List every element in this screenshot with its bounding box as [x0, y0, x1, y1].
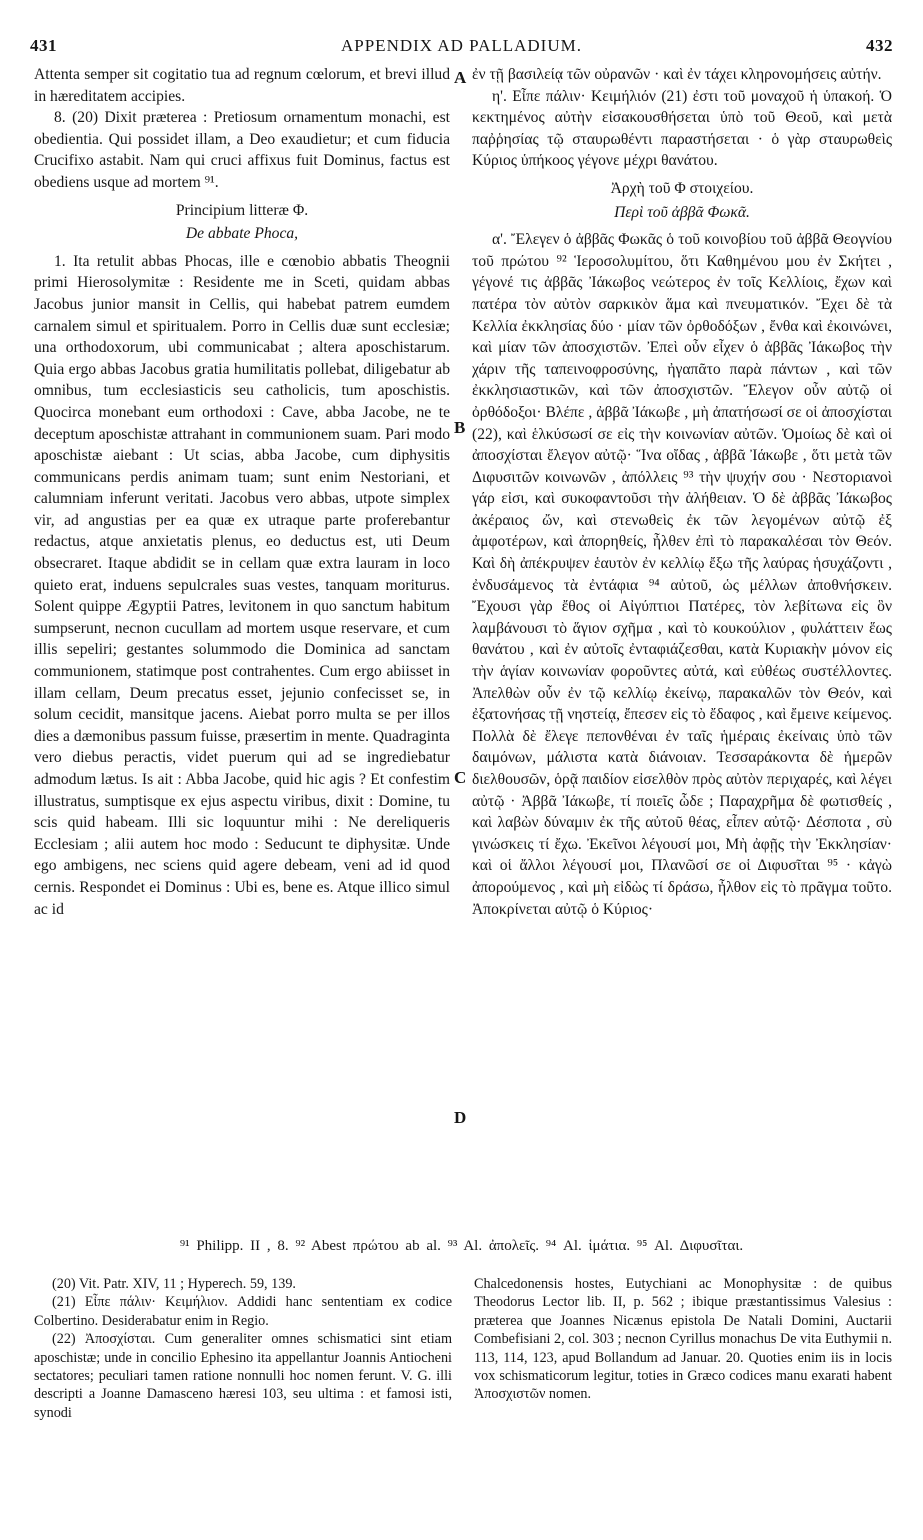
notes-left-column — [34, 1275, 452, 1422]
latin-paragraph-3: 1. Ita retulit abbas Phocas, ille e cœnobio abbatis Theognii primi Hierosolymitæ : Residente me in Sceti, quidam abbas Jacobus junior mansit in Cellis, qui habebat patrem eumdem carnalem simul et spiritualem. Porro in Cellis duæ sunt ecclesiæ; una orthodoxorum, ubi communicabat ; altera aposchistarum. Quia ergo abbas Jacobus gratia humilitatis pollebat, diligebatur ab omnibus, tum ecclesiasticis seu catholicis, tum aposchistis. Quocirca monebant eum orthodoxi : Cave, abba Jacobe, ne te deceptum aposchistæ attrahant in communionem suam. Pari modo aposchistæ aiebant : Ut scias, abba Jacobe, cum diphysitis communicans perdis animam tuam; sunt enim Nestoriani, et calumniam inferunt veritati. Jacobus vero abbas, utpote simplex vir, ad angustias per ea quæ ex utraque parte proferebantur redactus, atque anxietatis plenus, eo deductus est, uti Deum obsecraret. Itaque abdidit se in cellam quæ extra lauram in loco quieto erat, induens sepulcrales suas vestes, tanquam moriturus. Solent quippe Ægyptii Patres, levitonem in quo sanctum habitum sumpserunt, necnon cucullam ad mortem usque reservare, et cum illis sepeliri; gestantes solummodo die Dominica ad sanctam communionem, statimque post contrahentes. Cum ergo abiisset in illam cellam, Deum precatus esset, jejunio confecisset se, in solum cecidit, mansitque jacens. Aiebat porro multa se per illos dies a dæmonibus passum fuisse, præsertim in mente. Quadraginta vero diebus peractis, videt puerum qui ad se ingrediebatur admodum lætus. Is ait : Abba Jacobe, quid hic agis ? Et confestim illustratus, sumptisque ex ejus aspectu viribus, dixit : Domine, tu scis quid habeam. Illi sic loquuntur mihi : Ne dereliqueris Ecclesiam ; alii autem hoc modo : Seducunt te diphysitæ. Unde ego ambigens, nec sciens quid agere debeam, veni ad id quod cernis. Respondet ei Dominus : Ubi es, bene es. Atque illico simul ac id — [34, 252, 450, 918]
margin-marker-a: A — [454, 68, 467, 87]
page-number-left: 431 — [30, 36, 57, 55]
latin-subheading: De abbate Phoca, — [185, 225, 299, 243]
greek-subheading: Περὶ τοῦ ἀββᾶ Φωκᾶ. — [614, 203, 750, 221]
latin-paragraph-2: 8. (20) Dixit præterea : Pretiosum ornamentum monachi, est obedientia. Qui possidet illam, a Deo exaudietur; et cum fiducia Crucifixo astabit. Nam qui cruci affixus fuit Dominus, factus est obediens usque ad mortem ⁹¹. — [34, 109, 450, 191]
latin-column — [34, 64, 450, 920]
footnote-line: ⁹¹ Philipp. II , 8. ⁹² Abest πρώτου ab al. ⁹³ Al. ἀπολεῖς. ⁹⁴ Al. ἱμάτια. ⁹⁵ Al. Διφυσῖται. — [179, 1238, 744, 1254]
margin-marker-b: B — [454, 418, 466, 437]
note-22-continued: Chalcedonensis hostes, Eutychiani ac Monophysitæ : de quibus Theodorus Lector lib. II, p. 562 ; ibique præstantissimus Valesius : præterea que Joannes Nicænus epistola De Natali Domini, Auctarii Combefisiani 2, col. 303 ; necnon Cyrillus monachus De vita Euthymii n. 113, 114, 123, apud Bollandum ad Januar. 20. Quoties enim iis in locis vox schismaticorum legitur, toties in Græco codices manu exarati habent Ἀποσχιστῶν nomen. — [474, 1276, 892, 1403]
notes-right-column — [474, 1275, 892, 1404]
latin-paragraph-1: Attenta semper sit cogitatio tua ad regnum cœlorum, et brevi illud in hæreditatem accipies. — [34, 66, 450, 105]
note-21: (21) Εἶπε πάλιν· Κειμήλιον. Addidi hanc sententiam ex codice Colbertino. Desiderabatur enim in Regio. — [34, 1294, 452, 1329]
margin-marker-c: C — [454, 768, 467, 787]
greek-heading: Ἀρχὴ τοῦ Φ στοιχείου. — [610, 179, 754, 197]
latin-heading: Principium litteræ Φ. — [175, 201, 309, 219]
greek-paragraph-1: ἐν τῇ βασιλείᾳ τῶν οὐρανῶν · καὶ ἐν τάχει κληρονομήσεις αὐτήν. — [472, 66, 882, 83]
running-header — [30, 36, 893, 60]
note-20: (20) Vit. Patr. XIV, 11 ; Hyperech. 59, 139. — [52, 1276, 296, 1292]
greek-paragraph-2: η'. Εἶπε πάλιν· Κειμήλιόν (21) ἐστι τοῦ μοναχοῦ ἡ ὑπακοή. Ὁ κεκτημένος αὐτὴν εἰσακουσθήσεται ὑπὸ τοῦ Θεοῦ, καὶ μετὰ παῤῥησίας τῷ σταυρωθέντι παραστήσεται · ὁ γὰρ σταυρωθεὶς Κύριος ὑπήκοος γέγονε μέχρι θανάτου. — [472, 87, 892, 170]
note-22: (22) Ἀποσχίσται. Cum generaliter omnes schismatici sint etiam aposchistæ; unde in concilio Ephesino ita appellantur Joannis Antiocheni sectatores; peculiari tamen ratione nonnulli hoc nomen ferunt. V. G. illi descripti a Joanne Damasceno hæresi 103, seu ultima : et famosi isti, synodi — [34, 1331, 452, 1421]
running-title: APPENDIX AD PALLADIUM. — [341, 36, 582, 55]
page-number-right: 432 — [866, 36, 893, 55]
greek-column — [472, 64, 892, 920]
margin-marker-d: D — [454, 1108, 467, 1127]
greek-paragraph-3: α'. Ἔλεγεν ὁ ἀββᾶς Φωκᾶς ὁ τοῦ κοινοβίου τοῦ ἀββᾶ Θεογνίου τοῦ πρώτου ⁹² Ἱεροσολυμίτου, ὅτι Καθημένου μου ἐν Σκήτει , γέγονέ τις ἀββᾶς Ἰάκωβος νεώτερος ἐν τοῖς Κελλίοις, ἔχων καὶ πατέρα τὸν αὐτὸν σαρκικὸν ἅμα καὶ πνευματικόν. Ἔχει δὲ τὰ Κελλία ἐκκλησίας δύο · μίαν τῶν ὀρθοδόξων , ἔνθα καὶ ἐκοινώνει, καὶ μίαν τῶν ἀποσχιστῶν. Ἐπεὶ οὖν εἶχεν ὁ ἀββᾶς Ἰάκωβος τὴν χάριν τῆς ταπεινοφροσύνης, ἠγαπᾶτο παρὰ πάντων , καὶ τῶν ἐκκλησιαστικῶν, καὶ τῶν ἀποσχιστῶν. Ἔλεγον οὖν αὐτῷ οἱ ὀρθόδοξοι· Βλέπε , ἀββᾶ Ἰάκωβε , μὴ ἀπατήσωσί σε οἱ ἀποσχίσται (22), καὶ ἑλκύσωσί σε εἰς τὴν κοινωνίαν αὐτῶν. Ὁμοίως δὲ καὶ οἱ ἀποσχίσται ἔλεγον αὐτῷ· Ἵνα οἴδας , ἀββᾶ Ἰάκωβε , ὅτι μετὰ τῶν Διφυσιτῶν κοινωνῶν , ἀπόλλεις ⁹³ τὴν ψυχήν σου · Νεστοριανοὶ γάρ εἰσι, καὶ συκοφαντοῦσι τὴν ἀλήθειαν. Ὁ δὲ ἀββᾶς Ἰάκωβος ἀκέραιος ὤν, καὶ στενωθεὶς ἐκ τῶν λεγομένων αὐτῷ ἐξ ἀμφοτέρων, καὶ ἀπορηθείς, ἦλθεν ἐπὶ τὸ παρακαλέσαι τὸν Θεόν. Καὶ δὴ ἀπέκρυψεν ἑαυτὸν ἐν κελλίῳ ἔξω τῆς λαύρας ἡσυχάζοντι , ἐνδυσάμενος τὰ ἐντάφια ⁹⁴ αὐτοῦ, ὡς μέλλων ἀποθνήσκειν. Ἔχουσι γὰρ ἔθος οἱ Αἰγύπτιοι Πατέρες, τὸν λεβίτωνα εἰς ὃν λαμβάνουσι τὸ ἅγιον σχῆμα , καὶ τὸ κουκούλιον , φυλάττειν ἕως θανάτου , καὶ ἐν αὐτοῖς ἐνταφιάζεσθαι, κατὰ Κυριακὴν μόνον εἰς τὴν ἁγίαν κοινωνίαν φοροῦντες αὐτά, καὶ εὐθέως συστέλλοντες. Ἀπελθὼν οὖν ἐν τῷ κελλίῳ ἐκείνῳ, παρακαλῶν τὸν Θεόν, καὶ ἐξατονήσας τῇ νηστείᾳ, ἔπεσεν εἰς τὸ ἔδαφος , καὶ ἔμεινε κείμενος. Πολλὰ δὲ ἔλεγε πεπονθέναι ἐν ταῖς ἡμέραις ἐκείναις ὑπὸ τῶν δαιμόνων, μάλιστα κατὰ διάνοιαν. Τεσσαράκοντα δὲ ἡμερῶν διελθουσῶν, ὁρᾷ παιδίον εἰσελθὸν πρὸς αὐτὸν περιχαρές, καὶ λέγει αὐτῷ · Ἀββᾶ Ἰάκωβε, τί ποιεῖς ὧδε ; Παραχρῆμα δὲ φωτισθείς , καὶ λαβὼν δύναμιν ἐκ τῆς αὐτοῦ θέας, εἶπεν αὐτῷ· Δέσποτα , σὺ γινώσκεις τί ἔχω. Ἐκεῖνοι λέγουσί μοι, Μὴ ἀφῇς τὴν Ἐκκλησίαν· καὶ οἱ ἄλλοι λέγουσί μοι, Πλανῶσί σε οἱ Διφυσῖται ⁹⁵ · κἀγὼ ἀπορούμενος , καὶ μὴ εἰδὼς τί δράσω, ἦλθον εἰς τὸ πρᾶγμα τοῦτο. Ἀποκρίνεται αὐτῷ ὁ Κύριος· — [472, 231, 892, 918]
